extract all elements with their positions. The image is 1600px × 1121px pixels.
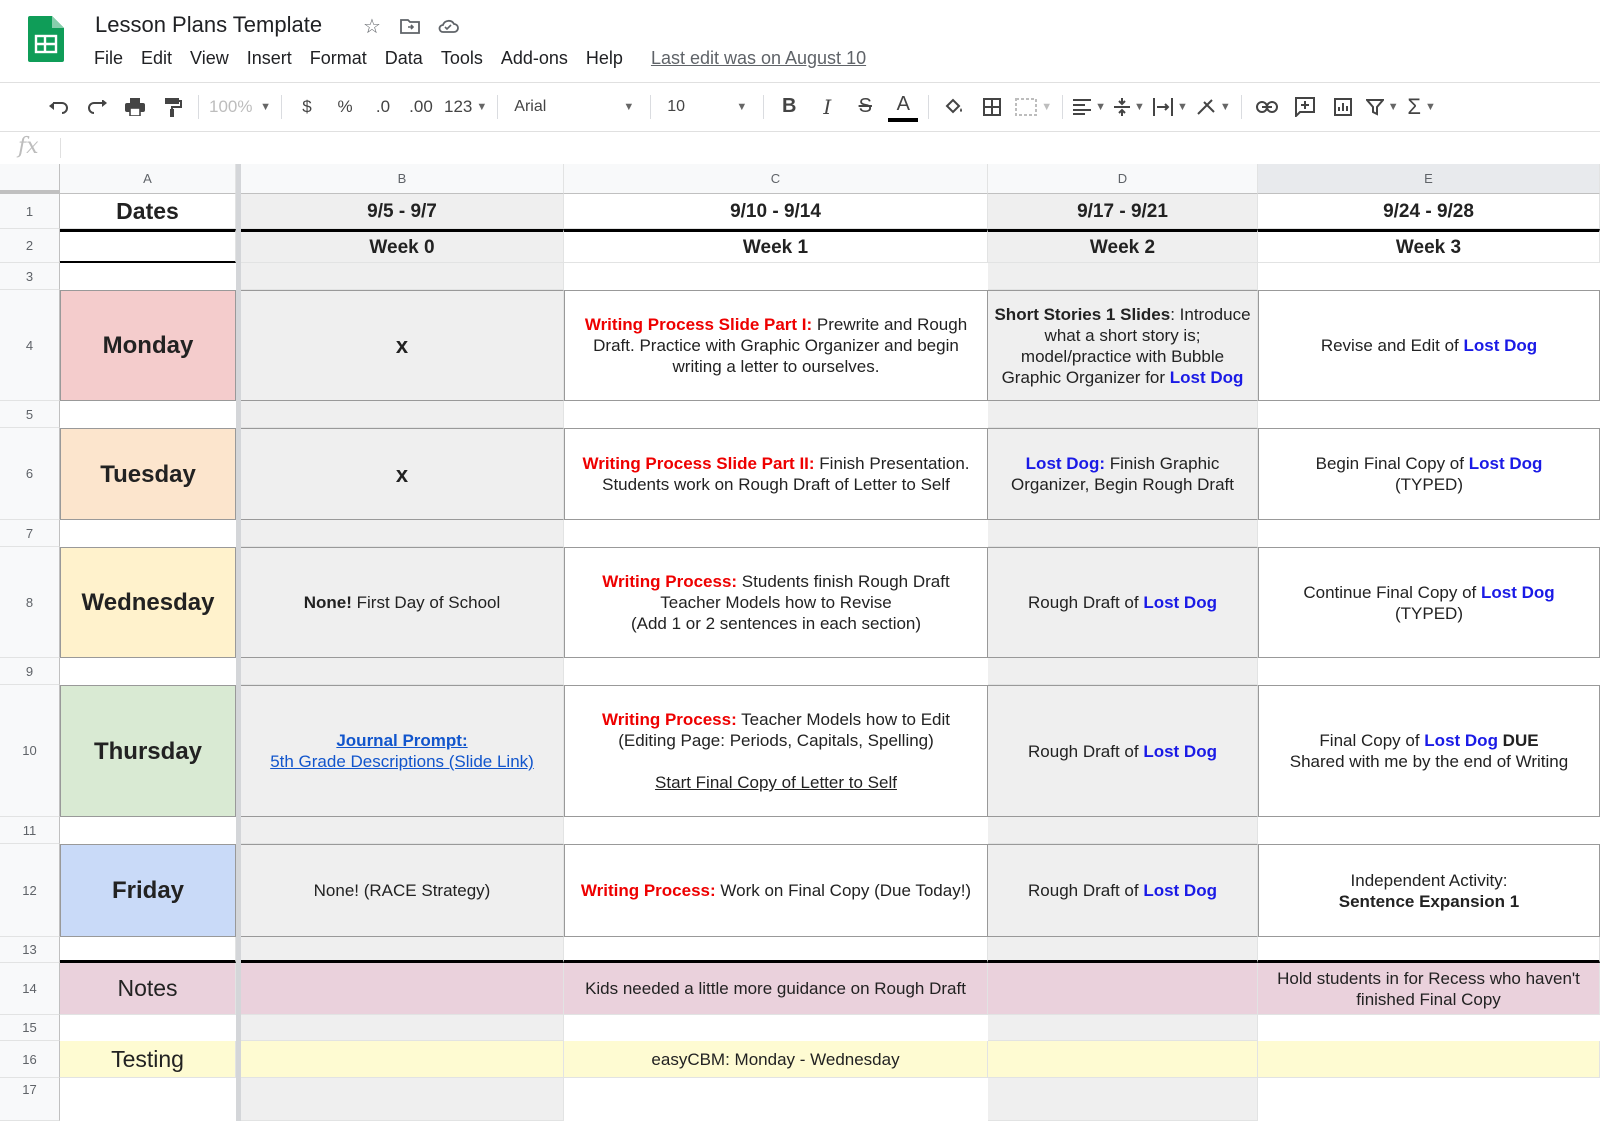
strikethrough-button[interactable]: S	[858, 95, 872, 117]
cell-b10[interactable]	[241, 685, 564, 817]
cell-b7[interactable]	[241, 520, 564, 547]
vertical-align-icon[interactable]	[1114, 91, 1145, 123]
blue-title: Lost Dog	[1468, 454, 1543, 473]
cell-b8[interactable]	[241, 547, 564, 658]
cell-a16-testing-label[interactable]: Testing	[60, 1041, 236, 1078]
row-header-14[interactable]: 14	[0, 963, 60, 1015]
cell-a4-monday[interactable]: Monday	[60, 290, 236, 401]
bold-heading: None!	[303, 593, 352, 612]
body-text-line2: Teacher Models how to Revise	[660, 593, 892, 612]
cell-b9[interactable]	[241, 658, 564, 685]
paint-format-icon[interactable]	[158, 91, 188, 123]
bold-heading: Sentence Expansion 1	[1338, 891, 1520, 911]
decrease-decimal-button[interactable]: .0	[375, 96, 391, 116]
red-heading: Writing Process:	[602, 572, 738, 591]
column-header-a[interactable]: A	[60, 164, 236, 194]
row-header-10[interactable]: 10	[0, 685, 60, 817]
cell-d15[interactable]	[988, 1015, 1258, 1041]
body-text-line3: Start Final Copy of Letter to Self	[655, 773, 897, 792]
red-heading: Writing Process Slide Part I:	[584, 315, 813, 334]
insert-comment-icon[interactable]	[1290, 91, 1320, 123]
menu-bar	[94, 48, 866, 69]
cell-c14[interactable]: Kids needed a little more guidance on Rough Draft	[564, 963, 988, 1015]
cell-e4-text	[1321, 335, 1537, 356]
row-header-5[interactable]: 5	[0, 401, 60, 428]
cell-d3[interactable]	[988, 263, 1258, 290]
cell-b17[interactable]	[241, 1078, 564, 1121]
cell-d6[interactable]	[988, 428, 1258, 520]
body-text: : Introduce what a short story is; model/practice with Bubble Graphic Organizer for	[1001, 304, 1251, 387]
cell-e12[interactable]	[1258, 844, 1600, 937]
menu-view[interactable]: View	[190, 48, 229, 68]
cell-c8-text	[602, 571, 949, 634]
row-header-8[interactable]: 8	[0, 547, 60, 658]
filter-icon[interactable]	[1366, 91, 1399, 123]
more-formats-button[interactable]	[444, 91, 487, 123]
chevron-down-icon: ▼	[1176, 100, 1188, 113]
menu-file[interactable]: File	[94, 48, 124, 68]
row-header-1[interactable]: 1	[0, 194, 60, 229]
row-header-4[interactable]: 4	[0, 290, 60, 401]
cell-d12[interactable]	[988, 844, 1258, 937]
chevron-down-icon: ▼	[623, 100, 635, 113]
cell-c12-text	[581, 880, 971, 901]
cell-b11[interactable]	[241, 817, 564, 844]
cell-d2-week[interactable]: Week 2	[988, 229, 1258, 263]
body-text: Rough Draft of	[1028, 741, 1144, 761]
chevron-down-icon: ▼	[1219, 100, 1231, 113]
red-heading: Writing Process:	[580, 881, 716, 900]
menu-help[interactable]: Help	[585, 48, 623, 68]
cell-c12[interactable]	[564, 844, 988, 937]
blue-title: Lost Dog	[1481, 582, 1555, 602]
cell-e6-text	[1316, 453, 1543, 495]
journal-prompt-link[interactable]: Journal Prompt:	[336, 731, 468, 750]
cell-e4[interactable]	[1258, 290, 1600, 401]
body-text-line2: (TYPED)	[1395, 475, 1463, 494]
cell-a1-dates-label[interactable]: Dates	[60, 194, 236, 229]
column-header-c[interactable]: C	[564, 164, 988, 194]
star-icon[interactable]: ☆	[363, 15, 381, 38]
body-text: Continue Final Copy of	[1303, 582, 1481, 602]
blue-title: Lost Dog:	[1025, 454, 1105, 473]
menu-data[interactable]: Data	[384, 48, 423, 68]
body-text: Finish Presentation. Students work on Rough Draft of Letter to Self	[602, 454, 970, 494]
cell-e2-week[interactable]: Week 3	[1258, 229, 1600, 263]
chevron-down-icon: ▼	[736, 100, 748, 113]
cell-b14[interactable]	[241, 963, 564, 1015]
formula-bar[interactable]	[0, 132, 1600, 165]
cell-c4[interactable]	[564, 290, 988, 401]
red-heading: Writing Process:	[601, 710, 737, 729]
text-wrapping-icon[interactable]	[1153, 91, 1188, 123]
cell-e10-text	[1290, 730, 1568, 772]
chevron-down-icon: ▼	[1041, 100, 1053, 113]
cell-c13[interactable]	[564, 937, 988, 963]
row-header-16[interactable]: 16	[0, 1041, 60, 1078]
cell-b13[interactable]	[241, 937, 564, 963]
row-header-6[interactable]: 6	[0, 428, 60, 520]
last-edit-link[interactable]: Last edit was on August 10	[650, 48, 867, 68]
text-rotation-icon[interactable]	[1196, 91, 1231, 123]
body-text: Finish Graphic Organizer, Begin Rough Draft	[1010, 454, 1234, 494]
body-text-line2: (TYPED)	[1395, 603, 1463, 623]
cell-a2[interactable]	[60, 229, 236, 263]
blue-title: Lost Dog	[1143, 593, 1217, 612]
cell-d1-dates[interactable]: 9/17 - 9/21	[988, 194, 1258, 229]
cell-d16[interactable]	[988, 1041, 1258, 1078]
body-text-line2: Shared with me by the end of Writing	[1289, 752, 1569, 771]
menu-format[interactable]: Format	[309, 48, 367, 68]
cell-c16[interactable]: easyCBM: Monday - Wednesday	[564, 1041, 988, 1078]
cell-d5[interactable]	[988, 401, 1258, 428]
row-header-11[interactable]: 11	[0, 817, 60, 844]
document-title[interactable]: Lesson Plans Template	[95, 12, 323, 37]
cell-d14[interactable]	[988, 963, 1258, 1015]
cell-d10-text	[1028, 741, 1217, 762]
body-text: Work on Final Copy (Due Today!)	[715, 881, 972, 900]
undo-icon[interactable]	[44, 91, 74, 123]
cell-d8[interactable]	[988, 547, 1258, 658]
zoom-select[interactable]	[209, 91, 271, 123]
cell-c10[interactable]	[564, 685, 988, 817]
increase-decimal-button[interactable]: .00	[409, 96, 433, 116]
row-header-12[interactable]: 12	[0, 844, 60, 937]
menu-insert[interactable]: Insert	[246, 48, 292, 68]
body-text-line2: (Editing Page: Periods, Capitals, Spelling)	[618, 731, 934, 750]
cell-d11[interactable]	[988, 817, 1258, 844]
font-size-value: 10	[667, 97, 686, 115]
borders-icon[interactable]	[977, 91, 1007, 123]
cell-e10[interactable]	[1258, 685, 1600, 817]
body-text: Revise and Edit of	[1320, 336, 1464, 355]
cell-b6[interactable]: x	[241, 428, 564, 520]
cell-a12-friday[interactable]: Friday	[60, 844, 236, 937]
cell-c6[interactable]	[564, 428, 988, 520]
cell-e8-text	[1303, 582, 1554, 624]
cell-b15[interactable]	[241, 1015, 564, 1041]
cell-b10-text	[270, 730, 534, 772]
bold-button[interactable]: B	[782, 95, 797, 117]
font-select[interactable]	[508, 91, 640, 123]
cell-e12-text	[1339, 870, 1519, 912]
cell-c4-text	[569, 314, 983, 377]
more-formats-label: 123	[444, 96, 473, 116]
merge-cells-icon[interactable]	[1015, 91, 1052, 123]
fill-color-icon[interactable]	[939, 91, 969, 123]
row-header-3[interactable]: 3	[0, 263, 60, 290]
cell-d10[interactable]	[988, 685, 1258, 817]
cell-e16[interactable]	[1258, 1041, 1600, 1078]
cell-d7[interactable]	[988, 520, 1258, 547]
cell-d9[interactable]	[988, 658, 1258, 685]
functions-icon[interactable]: Σ ▼	[1407, 93, 1436, 119]
cell-b5[interactable]	[241, 401, 564, 428]
due-label: DUE	[1497, 731, 1539, 750]
body-text: Teacher Models how to Edit	[736, 710, 951, 729]
column-header-d[interactable]: D	[988, 164, 1258, 194]
slide-link[interactable]: 5th Grade Descriptions (Slide Link)	[270, 752, 534, 771]
cell-a13[interactable]	[60, 937, 236, 963]
cell-e14[interactable]: Hold students in for Recess who haven't finished Final Copy	[1258, 963, 1600, 1015]
blue-title: Lost Dog	[1424, 731, 1498, 750]
italic-button[interactable]: I	[823, 94, 832, 119]
blue-title: Lost Dog	[1143, 881, 1217, 900]
cloud-status-icon[interactable]	[436, 14, 460, 38]
row-header-15[interactable]: 15	[0, 1015, 60, 1041]
blue-title: Lost Dog	[1463, 336, 1538, 355]
cell-d13[interactable]	[988, 937, 1258, 963]
spreadsheet-grid	[0, 164, 1600, 1121]
insert-chart-icon[interactable]	[1328, 91, 1358, 123]
cell-e1-dates[interactable]: 9/24 - 9/28	[1258, 194, 1600, 229]
row-header-17[interactable]: 17	[0, 1078, 60, 1121]
cell-e13[interactable]	[1258, 937, 1600, 963]
menu-addons[interactable]: Add-ons	[500, 48, 568, 68]
select-all-corner[interactable]	[0, 164, 60, 194]
cell-c1-dates[interactable]: 9/10 - 9/14	[564, 194, 988, 229]
body-text: First Day of School	[351, 593, 501, 612]
chevron-down-icon: ▼	[1095, 100, 1107, 113]
zoom-value: 100%	[209, 96, 253, 116]
percent-format-button[interactable]: %	[337, 96, 353, 116]
column-header-e[interactable]: E	[1258, 164, 1600, 194]
currency-format-button[interactable]: $	[302, 96, 312, 116]
move-to-folder-icon[interactable]	[398, 14, 422, 38]
cell-d6-text	[992, 453, 1253, 495]
blue-title: Lost Dog	[1143, 741, 1217, 761]
cell-e8[interactable]	[1258, 547, 1600, 658]
horizontal-align-icon[interactable]	[1073, 91, 1106, 123]
cell-a10-thursday[interactable]: Thursday	[60, 685, 236, 817]
cell-e6[interactable]	[1258, 428, 1600, 520]
insert-link-icon[interactable]	[1252, 91, 1282, 123]
cell-c2-week[interactable]: Week 1	[564, 229, 988, 263]
cell-a6-tuesday[interactable]: Tuesday	[60, 428, 236, 520]
blue-title: Lost Dog	[1169, 367, 1244, 387]
cell-d4[interactable]	[988, 290, 1258, 401]
toolbar	[0, 82, 1600, 132]
cell-d12-text	[1028, 880, 1217, 901]
sheets-logo-icon[interactable]	[28, 16, 64, 62]
body-text: Begin Final Copy of	[1315, 454, 1469, 473]
body-text: Independent Activity:	[1350, 870, 1508, 890]
text-color-button[interactable]: A	[888, 92, 918, 122]
cell-a8-wednesday[interactable]: Wednesday	[60, 547, 236, 658]
cell-d4-text	[992, 304, 1253, 388]
row-header-13[interactable]: 13	[0, 937, 60, 963]
body-text: Final Copy of	[1319, 731, 1425, 750]
column-header-b[interactable]: B	[241, 164, 564, 194]
font-size-select[interactable]	[661, 91, 753, 123]
body-text-line3: (Add 1 or 2 sentences in each section)	[630, 614, 922, 633]
cell-d8-text	[1028, 592, 1217, 613]
row-header-9[interactable]: 9	[0, 658, 60, 685]
redo-icon[interactable]	[82, 91, 112, 123]
chevron-down-icon: ▼	[1424, 100, 1436, 113]
chevron-down-icon: ▼	[476, 100, 488, 113]
menu-edit[interactable]: Edit	[141, 48, 173, 68]
cell-d17[interactable]	[988, 1078, 1258, 1121]
cell-b4[interactable]: x	[241, 290, 564, 401]
body-text: Students finish Rough Draft	[737, 572, 950, 591]
cell-c6-text	[569, 453, 983, 495]
frozen-column-divider[interactable]	[236, 164, 241, 1121]
row-header-7[interactable]: 7	[0, 520, 60, 547]
cell-b16[interactable]	[241, 1041, 564, 1078]
cell-a14-notes-label[interactable]: Notes	[60, 963, 236, 1015]
chevron-down-icon: ▼	[1387, 100, 1399, 113]
chevron-down-icon: ▼	[260, 100, 271, 113]
cell-c8[interactable]	[564, 547, 988, 658]
cell-c10-text	[602, 709, 950, 793]
body-text: Prewrite and Rough Draft. Practice with Graphic Organizer and begin writing a letter to ourselves.	[593, 315, 968, 376]
app-header	[0, 0, 1600, 83]
cell-b3[interactable]	[241, 263, 564, 290]
cell-b2-week[interactable]: Week 0	[241, 229, 564, 263]
print-icon[interactable]	[120, 91, 150, 123]
body-text: Rough Draft of	[1028, 593, 1144, 612]
body-text: Rough Draft of	[1028, 881, 1144, 900]
row-header-2[interactable]: 2	[0, 229, 60, 263]
font-value: Arial	[514, 97, 547, 115]
cell-b12[interactable]: None! (RACE Strategy)	[241, 844, 564, 937]
chevron-down-icon: ▼	[1134, 100, 1145, 113]
cell-b1-dates[interactable]: 9/5 - 9/7	[241, 194, 564, 229]
fx-icon: fx	[18, 134, 39, 159]
menu-tools[interactable]: Tools	[440, 48, 483, 68]
red-heading: Writing Process Slide Part II:	[582, 454, 815, 473]
bold-heading: Short Stories 1 Slides	[994, 304, 1171, 324]
cell-b8-text	[304, 592, 501, 613]
